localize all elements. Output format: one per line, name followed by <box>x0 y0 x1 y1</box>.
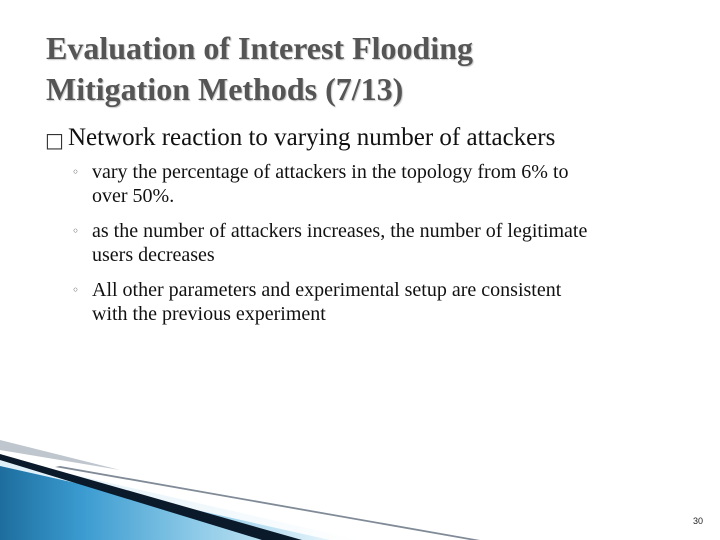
bullet-level2-line: vary the percentage of attackers in the topology from 6% to <box>92 161 569 183</box>
ring-bullet-icon: ◦ <box>72 283 80 297</box>
ring-bullet-icon: ◦ <box>72 165 80 179</box>
bullet-level2-item <box>72 278 672 326</box>
bullet-level1-text: Network reaction to varying number of attackers <box>68 124 556 151</box>
bullet-level2-line: All other parameters and experimental setup are consistent <box>92 279 562 301</box>
bullet-level2-line: users decreases <box>92 244 215 266</box>
ring-bullet-icon: ◦ <box>72 224 80 238</box>
box-bullet-icon: □ <box>45 128 64 152</box>
bullet-level1 <box>45 123 555 153</box>
bullet-level2-item <box>72 219 672 267</box>
bullet-level2-line: over 50%. <box>92 185 175 207</box>
slide-title <box>46 28 686 110</box>
bullet-level2-line: as the number of attackers increases, the number of legitimate <box>92 220 588 242</box>
slide-title-line-2: Mitigation Methods (7/13) <box>46 71 404 107</box>
bullet-level2-line: with the previous experiment <box>92 303 326 325</box>
slide-title-line-1: Evaluation of Interest Flooding <box>46 30 473 66</box>
page-number: 30 <box>692 516 703 526</box>
bullet-level2-item <box>72 160 672 208</box>
slide-bottom-decoration <box>0 440 720 540</box>
